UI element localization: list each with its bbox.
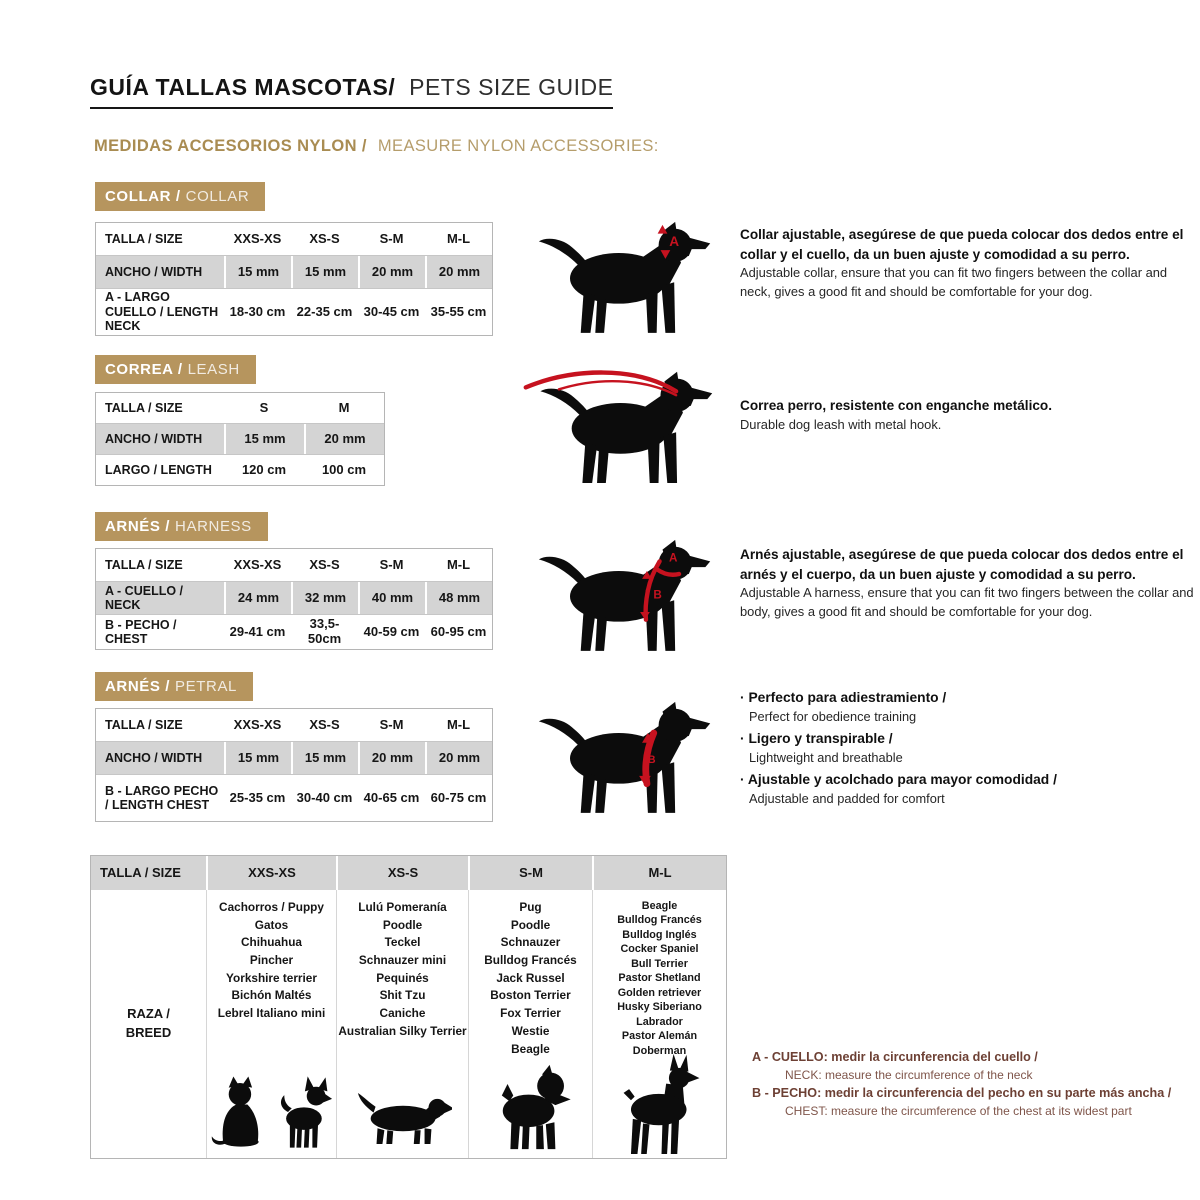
header-cell: M-L: [592, 856, 726, 890]
header-cell: TALLA / SIZE: [105, 557, 183, 572]
value-cell: 32 mm: [291, 582, 358, 614]
value-cell: 20 mm: [304, 424, 384, 454]
breed-name: Doberman: [632, 1044, 687, 1057]
note-en: NECK: measure the circumference of the neck: [785, 1067, 1033, 1082]
table-row: [96, 288, 492, 335]
value-cell: 20 mm: [425, 742, 492, 774]
breed-name: Pastor Shetland: [618, 972, 701, 985]
collar-description: [740, 225, 1196, 301]
header-cell: S: [259, 399, 269, 415]
badge-label-es: CORREA /: [105, 361, 183, 378]
note-en: CHEST: measure the circumference of the chest at its widest part: [785, 1104, 1132, 1119]
note-es: B - PECHO: medir la circunferencia del pecho en su parte más ancha /: [752, 1086, 1172, 1101]
petral-dog-illustration: [533, 690, 718, 822]
header-cell: M-L: [446, 716, 471, 732]
petral-features: [740, 688, 1200, 811]
badge-label-en: COLLAR: [185, 188, 250, 205]
row-label-cell: ANCHO / WIDTH: [96, 742, 224, 774]
breed-name: Golden retriever: [617, 986, 702, 999]
breed-name: Bulldog Inglés: [622, 928, 697, 941]
feature-item: [740, 729, 1200, 767]
value-cell: 25-35 cm: [229, 789, 286, 805]
value-cell: 40 mm: [358, 582, 425, 614]
table-row: [96, 614, 492, 649]
value-cell: 15 mm: [291, 256, 358, 288]
value-cell: 60-95 cm: [430, 623, 487, 639]
badge-label-es: ARNÉS /: [105, 678, 171, 695]
header-cell: TALLA / SIZE: [105, 231, 183, 246]
breed-silhouettes: [488, 1063, 573, 1151]
header-cell: M-L: [446, 556, 471, 572]
header-cell: M-L: [446, 230, 471, 246]
breed-name: Shit Tzu: [379, 988, 426, 1003]
breed-name: Lulú Pomeranía: [358, 900, 447, 914]
table-row: [96, 255, 492, 288]
header-cell: TALLA / SIZE: [105, 717, 183, 732]
breed-name: Australian Silky Terrier: [338, 1023, 467, 1038]
chihuahua-silhouette: [273, 1074, 333, 1150]
breed-name: Lebrel Italiano mini: [217, 1006, 326, 1021]
header-cell: S-M: [379, 716, 404, 732]
table-row: [96, 709, 492, 741]
breed-name: Gatos: [254, 917, 289, 932]
cat-silhouette: [210, 1074, 268, 1150]
petral-size-table: [95, 708, 493, 822]
breed-column-xs-s: [336, 890, 468, 1158]
table-row: [96, 741, 492, 774]
header-cell: TALLA / SIZE: [105, 400, 183, 415]
page-title: [90, 74, 613, 109]
header-cell: M: [338, 399, 350, 415]
breed-silhouettes: [618, 1052, 718, 1156]
breed-name: Teckel: [384, 935, 421, 950]
breed-table-body: [91, 890, 726, 1158]
breed-silhouettes: [210, 1074, 333, 1150]
header-cell: XS-S: [309, 716, 340, 732]
leash-description-en: Durable dog leash with metal hook.: [740, 416, 942, 432]
svg-text:A: A: [668, 551, 678, 565]
header-cell: XS-S: [336, 856, 468, 890]
header-cell: XXS-XS: [233, 556, 282, 572]
value-cell: 15 mm: [224, 424, 304, 454]
harness-size-table: [95, 548, 493, 650]
breed-name: Bulldog Francés: [617, 914, 702, 927]
feature-en: Perfect for obedience training: [749, 709, 917, 724]
header-cell: S-M: [468, 856, 592, 890]
breed-name: Chihuahua: [241, 935, 302, 950]
value-cell: 24 mm: [224, 582, 291, 614]
value-cell: 15 mm: [291, 742, 358, 774]
breed-table-header: [91, 856, 726, 890]
collar-description-es: Collar ajustable, asegúrese de que pueda colocar dos dedos entre el collar y el cuello, da un buen ajuste y comodidad a su perro.: [740, 227, 1184, 262]
row-label-cell: LARGO / LENGTH: [105, 462, 212, 477]
breed-name: Pug: [519, 900, 542, 914]
value-cell: 20 mm: [358, 742, 425, 774]
value-cell: 15 mm: [224, 256, 291, 288]
table-row: [96, 549, 492, 581]
breed-name: Caniche: [379, 1006, 426, 1021]
value-cell: 18-30 cm: [229, 303, 286, 319]
row-label-cell: ANCHO / WIDTH: [96, 256, 224, 288]
breed-name: Bichón Maltés: [231, 988, 312, 1003]
breed-name: Pequinés: [376, 970, 429, 985]
breed-name: Schnauzer: [500, 935, 561, 950]
breed-table: [90, 855, 727, 1159]
badge-label-es: COLLAR /: [105, 188, 181, 205]
header-cell: XS-S: [309, 556, 340, 572]
note-es: A - CUELLO: medir la circunferencia del cuello /: [752, 1050, 1038, 1064]
leash-description: [740, 396, 1196, 434]
table-row: [96, 454, 384, 485]
row-label-cell: B - PECHO / CHEST: [105, 617, 177, 646]
breed-name: Jack Russel: [496, 970, 565, 985]
breed-name: Poodle: [510, 917, 551, 932]
breed-column-s-m: [468, 890, 592, 1158]
header-cell: S-M: [379, 230, 404, 246]
value-cell: 33,5-50cm: [307, 616, 342, 646]
dachshund-silhouette: [354, 1089, 452, 1146]
breed-column-xxs-xs: [206, 890, 336, 1158]
header-cell: TALLA / SIZE: [91, 856, 206, 890]
collar-section-badge: [95, 182, 265, 211]
breed-name: Cachorros / Puppy: [219, 900, 324, 914]
value-cell: 15 mm: [224, 742, 291, 774]
breed-name: Bull Terrier: [631, 957, 688, 970]
breed-name: Pincher: [249, 953, 294, 968]
feature-es: · Ligero y transpirable /: [740, 729, 1200, 749]
header-cell: S-M: [379, 556, 404, 572]
value-cell: 48 mm: [425, 582, 492, 614]
breed-name: Pastor Alemán: [621, 1030, 698, 1043]
doberman-silhouette: [618, 1052, 718, 1156]
breed-name: Bulldog Francés: [484, 953, 577, 968]
badge-label-es: ARNÉS /: [105, 518, 171, 535]
feature-es: · Perfecto para adiestramiento /: [740, 688, 1200, 708]
row-label-cell: A - LARGO CUELLO / LENGTH NECK: [105, 290, 219, 334]
page-subtitle-es: MEDIDAS ACCESORIOS NYLON /: [94, 137, 367, 155]
table-row: [96, 774, 492, 821]
leash-description-es: Correa perro, resistente con enganche metálico.: [740, 398, 1053, 413]
value-cell: 40-59 cm: [363, 623, 420, 639]
badge-label-en: LEASH: [187, 361, 240, 378]
raza-label-es: RAZA /: [127, 1006, 170, 1022]
header-cell: XS-S: [309, 230, 340, 246]
value-cell: 120 cm: [241, 461, 287, 477]
table-row: [96, 393, 384, 423]
header-cell: XXS-XS: [206, 856, 336, 890]
header-cell: XXS-XS: [233, 716, 282, 732]
petral-section-badge: [95, 672, 253, 701]
value-cell: 22-35 cm: [296, 303, 353, 319]
harness-dog-illustration: [533, 528, 718, 660]
feature-en: Lightweight and breathable: [749, 749, 903, 765]
page-subtitle-en: MEASURE NYLON ACCESSORIES:: [377, 137, 659, 155]
value-cell: 60-75 cm: [430, 789, 487, 805]
value-cell: 20 mm: [425, 256, 492, 288]
note-item: [752, 1048, 1200, 1084]
feature-item: [740, 688, 1200, 726]
breed-name: Beagle: [641, 900, 678, 912]
page-title-en: PETS SIZE GUIDE: [409, 74, 614, 100]
collar-dog-illustration: [533, 210, 718, 342]
value-cell: 30-45 cm: [363, 303, 420, 319]
svg-text:A: A: [669, 234, 680, 250]
breed-name: Yorkshire terrier: [226, 970, 317, 985]
collar-size-table: [95, 222, 493, 336]
page-title-es: GUÍA TALLAS MASCOTAS/: [90, 74, 396, 100]
value-cell: 100 cm: [321, 461, 367, 477]
feature-en: Adjustable and padded for comfort: [749, 790, 945, 806]
breed-name: Fox Terrier: [500, 1006, 561, 1021]
note-item: [752, 1084, 1200, 1120]
breed-name: Poodle: [382, 917, 423, 932]
row-label-cell: ANCHO / WIDTH: [96, 424, 224, 454]
page-subtitle: [94, 137, 659, 156]
leash-section-badge: [95, 355, 256, 384]
breed-column-m-l: [592, 890, 726, 1158]
harness-section-badge: [95, 512, 268, 541]
breed-name: Boston Terrier: [490, 988, 571, 1003]
feature-item: [740, 770, 1200, 808]
breed-name: Husky Siberiano: [617, 1001, 702, 1014]
measure-notes: [752, 1048, 1200, 1121]
table-row: [96, 423, 384, 454]
value-cell: 20 mm: [358, 256, 425, 288]
badge-label-en: HARNESS: [175, 518, 252, 535]
breed-name: Cocker Spaniel: [620, 943, 699, 956]
leash-dog-illustration: [518, 360, 720, 492]
value-cell: 40-65 cm: [363, 789, 420, 805]
badge-label-en: PETRAL: [175, 678, 237, 695]
table-row: [96, 223, 492, 255]
breed-row-label: [91, 890, 206, 1158]
breed-name: Beagle: [511, 1041, 550, 1056]
value-cell: 30-40 cm: [296, 789, 353, 805]
header-cell: XXS-XS: [233, 230, 282, 246]
raza-label-en: BREED: [125, 1025, 172, 1040]
leash-size-table: [95, 392, 385, 486]
breed-name: Westie: [511, 1023, 550, 1038]
breed-silhouettes: [354, 1089, 452, 1146]
breed-name: Labrador: [636, 1015, 683, 1028]
value-cell: 35-55 cm: [430, 303, 487, 319]
svg-text:B: B: [653, 588, 662, 602]
harness-description: [740, 545, 1196, 621]
table-row: [96, 581, 492, 614]
schnauzer-silhouette: [488, 1063, 573, 1151]
value-cell: 29-41 cm: [229, 623, 286, 639]
harness-description-es: Arnés ajustable, asegúrese de que pueda colocar dos dedos entre el arnés y el cuerpo, da un buen ajuste y comodidad a su perro.: [740, 547, 1184, 582]
row-label-cell: A - CUELLO / NECK: [96, 582, 224, 614]
feature-es: · Ajustable y acolchado para mayor comodidad /: [740, 770, 1200, 790]
breed-name: Schnauzer mini: [358, 953, 447, 968]
collar-description-en: Adjustable collar, ensure that you can fit two fingers between the collar and neck, gives a good fit and should be comfortable for your dog.: [740, 265, 1168, 299]
svg-text:B: B: [647, 754, 656, 767]
harness-description-en: Adjustable A harness, ensure that you can fit two fingers between the collar and body, gives a good fit and should be comfortable for your dog.: [740, 585, 1194, 619]
row-label-cell: B - LARGO PECHO / LENGTH CHEST: [105, 783, 219, 812]
